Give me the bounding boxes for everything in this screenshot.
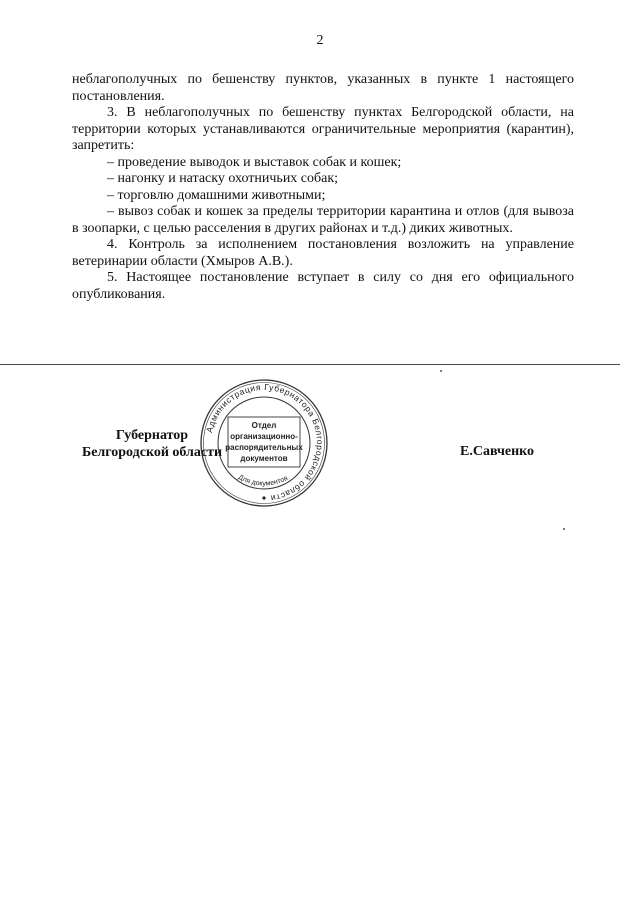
paragraph-continuation: неблагополучных по бешенству пунктов, указанных в пункте 1 настоящего постановления. <box>72 72 574 104</box>
list-item-hunting-dogs: – нагонку и натаску охотничьих собак; <box>107 171 339 186</box>
seal-line-1: Отдел <box>251 421 277 430</box>
official-seal <box>198 377 330 509</box>
seal-line-2: организационно- <box>230 432 298 441</box>
scan-mark <box>563 528 565 530</box>
seal-bottom-text: Для документов <box>237 473 289 488</box>
signatory-title: Губернатор <box>115 428 189 443</box>
signatory-region: Белгородской области <box>81 445 223 460</box>
list-item-pet-trade: – торговлю домашними животными; <box>107 187 326 203</box>
list-item-exhibitions: – проведение выводок и выставок собак и кошек; <box>107 154 402 170</box>
seal-line-3: распорядительных <box>225 443 303 452</box>
paragraph-4: 4. Контроль за исполнением постановления возложить на управление ветеринарии области (Хмыров А.В.). <box>72 237 574 269</box>
scan-dot <box>440 370 442 372</box>
document-body <box>72 72 574 303</box>
seal-ring-text: Администрация Губернатора Белгородской области <box>204 381 326 504</box>
paragraph-3: 3. В неблагополучных по бешенству пунктах Белгородской области, на территории которых устанавливаются ограничительные мероприятия (карантин), запретить: <box>72 105 574 153</box>
horizontal-rule <box>0 364 620 365</box>
seal-line-4: документов <box>240 454 288 463</box>
list-item-animal-export: – вывоз собак и кошек за пределы территории карантина и отлов (для вывоза в зоопарки, с целью расселения в других районах и т.д.) диких животных. <box>72 204 574 236</box>
page-number: 2 <box>316 33 324 48</box>
signatory-name: Е.Савченко <box>460 444 535 459</box>
paragraph-5: 5. Настоящее постановление вступает в силу со дня его официального опубликования. <box>72 270 574 302</box>
